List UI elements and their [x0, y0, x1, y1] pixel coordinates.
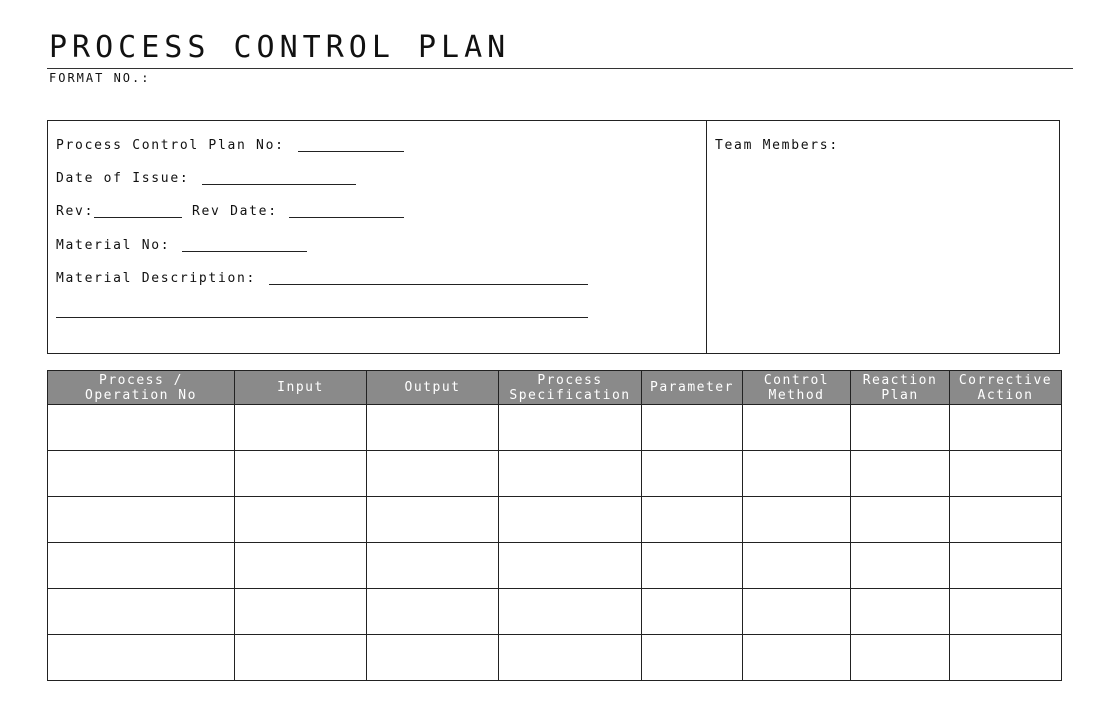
table-cell[interactable]	[499, 635, 642, 681]
table-cell[interactable]	[499, 405, 642, 451]
format-no-label: FORMAT NO.:	[49, 71, 151, 85]
process-control-table	[47, 370, 1062, 681]
material-description-field-line2[interactable]	[56, 317, 588, 318]
table-cell[interactable]	[367, 589, 499, 635]
rev-field[interactable]	[94, 217, 182, 218]
table-cell[interactable]	[851, 405, 950, 451]
table-cell[interactable]	[367, 543, 499, 589]
table-row	[48, 451, 1062, 497]
table-cell[interactable]	[851, 543, 950, 589]
info-panel-divider	[706, 121, 707, 353]
col-header-output: Output	[367, 371, 499, 405]
table-cell[interactable]	[367, 451, 499, 497]
material-description-label: Material Description:	[56, 271, 257, 286]
table-cell[interactable]	[950, 635, 1062, 681]
table-cell[interactable]	[48, 635, 235, 681]
table-cell[interactable]	[235, 451, 367, 497]
plan-no-label: Process Control Plan No:	[56, 138, 285, 153]
table-cell[interactable]	[235, 589, 367, 635]
table-cell[interactable]	[743, 543, 851, 589]
table-cell[interactable]	[642, 635, 743, 681]
col-header-corrective-action: Corrective Action	[950, 371, 1062, 405]
table-cell[interactable]	[499, 543, 642, 589]
table-cell[interactable]	[235, 543, 367, 589]
plan-info-panel	[47, 120, 1060, 354]
table-header-row	[48, 371, 1062, 405]
table-cell[interactable]	[235, 635, 367, 681]
table-cell[interactable]	[235, 405, 367, 451]
col-header-input: Input	[235, 371, 367, 405]
table-cell[interactable]	[743, 497, 851, 543]
date-of-issue-label: Date of Issue:	[56, 171, 190, 186]
table-cell[interactable]	[367, 405, 499, 451]
table-cell[interactable]	[48, 497, 235, 543]
table-cell[interactable]	[950, 589, 1062, 635]
rev-label: Rev:	[56, 204, 95, 219]
col-header-parameter: Parameter	[642, 371, 743, 405]
table-cell[interactable]	[499, 451, 642, 497]
table-row	[48, 497, 1062, 543]
table-cell[interactable]	[950, 497, 1062, 543]
table-cell[interactable]	[642, 405, 743, 451]
table-cell[interactable]	[235, 497, 367, 543]
col-header-process-operation-no: Process / Operation No	[48, 371, 235, 405]
team-members-label: Team Members:	[715, 138, 839, 153]
material-description-field[interactable]	[269, 284, 588, 285]
table-cell[interactable]	[851, 451, 950, 497]
table-row	[48, 635, 1062, 681]
table-cell[interactable]	[499, 497, 642, 543]
table-cell[interactable]	[743, 405, 851, 451]
material-no-field[interactable]	[182, 251, 307, 252]
table-cell[interactable]	[367, 635, 499, 681]
table-cell[interactable]	[642, 589, 743, 635]
col-header-process-specification: Process Specification	[499, 371, 642, 405]
table-cell[interactable]	[48, 589, 235, 635]
col-header-control-method: Control Method	[743, 371, 851, 405]
table-cell[interactable]	[642, 497, 743, 543]
table-cell[interactable]	[743, 589, 851, 635]
table-cell[interactable]	[642, 543, 743, 589]
table-cell[interactable]	[499, 589, 642, 635]
table-cell[interactable]	[851, 635, 950, 681]
date-of-issue-field[interactable]	[202, 184, 356, 185]
table-row	[48, 405, 1062, 451]
rev-date-label: Rev Date:	[192, 204, 278, 219]
table-cell[interactable]	[743, 451, 851, 497]
page-title: PROCESS CONTROL PLAN	[49, 30, 511, 65]
table-cell[interactable]	[48, 451, 235, 497]
table-row	[48, 543, 1062, 589]
material-no-label: Material No:	[56, 238, 171, 253]
rev-date-field[interactable]	[289, 217, 404, 218]
table-cell[interactable]	[48, 405, 235, 451]
table-cell[interactable]	[950, 451, 1062, 497]
table-cell[interactable]	[950, 405, 1062, 451]
plan-no-field[interactable]	[298, 151, 404, 152]
table-row	[48, 589, 1062, 635]
title-divider	[47, 68, 1073, 69]
table-cell[interactable]	[950, 543, 1062, 589]
table-cell[interactable]	[642, 451, 743, 497]
col-header-reaction-plan: Reaction Plan	[851, 371, 950, 405]
table-cell[interactable]	[367, 497, 499, 543]
table-cell[interactable]	[851, 589, 950, 635]
table-cell[interactable]	[851, 497, 950, 543]
table-cell[interactable]	[743, 635, 851, 681]
table-cell[interactable]	[48, 543, 235, 589]
